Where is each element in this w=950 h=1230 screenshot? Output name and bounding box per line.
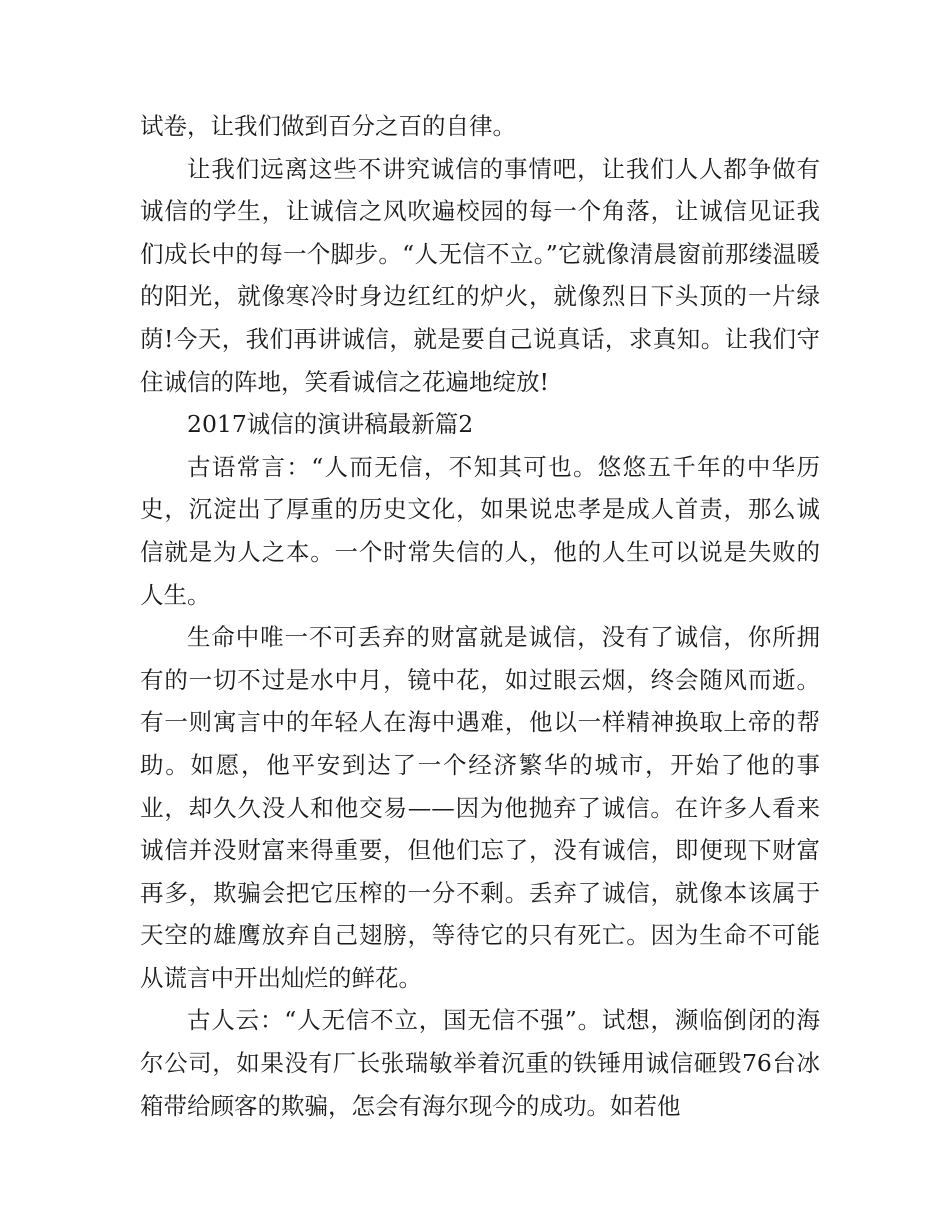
paragraph-life-wealth: 生命中唯一不可丢弃的财富就是诚信，没有了诚信，你所拥有的一切不过是水中月，镜中花，如过眼云烟，终会随风而逝。有一则寓言中的年轻人在海中遇难，他以一样精神换取上帝的帮助。如愿，他平安到达了一个经济繁华的城市，开始了他的事业，却久久没人和他交易——因为他抛弃了诚信。在许多人看来诚信并没财富来得重要，但他们忘了，没有诚信，即便现下财富再多，欺骗会把它压榨的一分不剩。丢弃了诚信，就像本该属于天空的雄鹰放弃自己翅膀，等待它的只有死亡。因为生命不可能从谎言中开出灿烂的鲜花。 [140, 623, 820, 992]
paragraph-continuation: 试卷，让我们做到百分之百的自律。 [140, 112, 516, 140]
paragraph-ancient-saying: 古语常言：“人而无信，不知其可也。悠悠五千年的中华历史，沉淀出了厚重的历史文化，如果说忠孝是成人首责，那么诚信就是为人之本。一个时常失信的人，他的人生可以说是失败的人生。 [140, 452, 820, 609]
document-page [140, 105, 820, 1127]
paragraph-integrity-call: 让我们远离这些不讲究诚信的事情吧，让我们人人都争做有诚信的学生，让诚信之风吹遍校园的每一个角落，让诚信见证我们成长中的每一个脚步。“人无信不立。”它就像清晨窗前那缕温暖的阳光，就像寒冷时身边红红的炉火，就像烈日下头顶的一片绿荫!今天，我们再讲诚信，就是要自己说真话，求真知。让我们守住诚信的阵地，笑看诚信之花遍地绽放! [140, 154, 820, 396]
section-heading: 2017诚信的演讲稿最新篇2 [187, 410, 474, 439]
paragraph-haier-story: 古人云：“人无信不立，国无信不强”。试想，濒临倒闭的海尔公司，如果没有厂长张瑞敏举着沉重的铁锤用诚信砸毁76台冰箱带给顾客的欺骗，怎会有海尔现今的成功。如若他 [140, 1006, 820, 1120]
